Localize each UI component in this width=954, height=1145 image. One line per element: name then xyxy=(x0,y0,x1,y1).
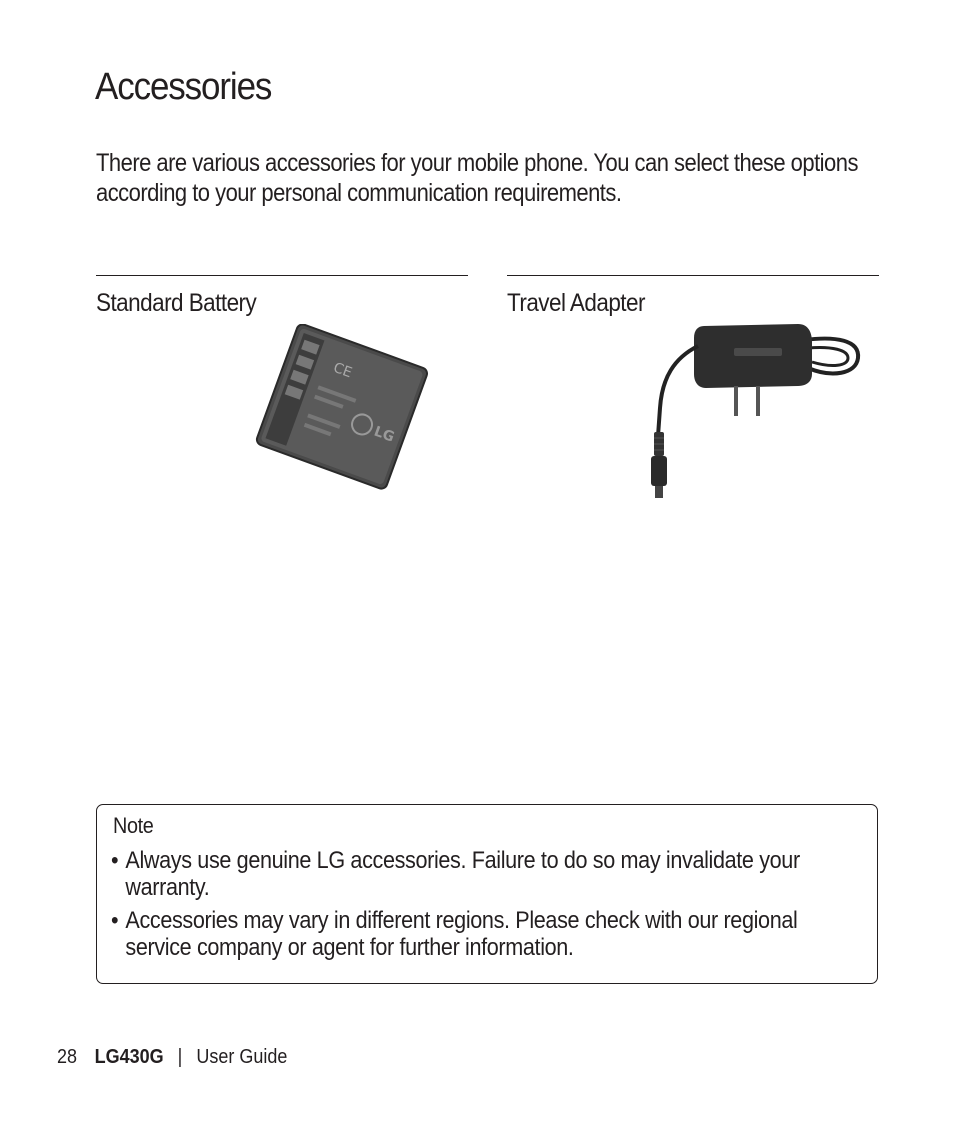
intro-paragraph: There are various accessories for your mobile phone. You can select these options according to your personal communication requirements. xyxy=(96,149,858,207)
model-name: LG430G xyxy=(94,1046,164,1068)
accessory-label: Standard Battery xyxy=(96,289,257,317)
accessory-standard-battery xyxy=(96,275,468,318)
note-title: Note xyxy=(113,813,154,838)
list-item xyxy=(111,907,858,961)
accessory-travel-adapter xyxy=(507,275,879,318)
section-divider xyxy=(96,275,468,276)
note-box xyxy=(96,804,878,984)
page-title: Accessories xyxy=(95,66,272,108)
note-text: Accessories may vary in different regions. Please check with our regional service company or agent for further information. xyxy=(125,907,798,961)
bullet: • xyxy=(111,847,119,874)
footer-separator: | xyxy=(177,1046,183,1068)
bullet: • xyxy=(111,907,119,934)
note-text: Always use genuine LG accessories. Failure to do so may invalidate your warranty. xyxy=(125,847,800,901)
page-number: 28 xyxy=(57,1046,78,1068)
guide-label: User Guide xyxy=(196,1046,288,1068)
note-list xyxy=(111,847,858,967)
list-item xyxy=(111,847,858,901)
battery-image xyxy=(240,324,440,494)
section-divider xyxy=(507,275,879,276)
page-footer xyxy=(57,1046,287,1069)
svg-text:LG: LG xyxy=(371,423,397,446)
accessory-label: Travel Adapter xyxy=(507,289,645,317)
svg-text:CE: CE xyxy=(331,359,355,382)
travel-adapter-image xyxy=(636,318,876,508)
